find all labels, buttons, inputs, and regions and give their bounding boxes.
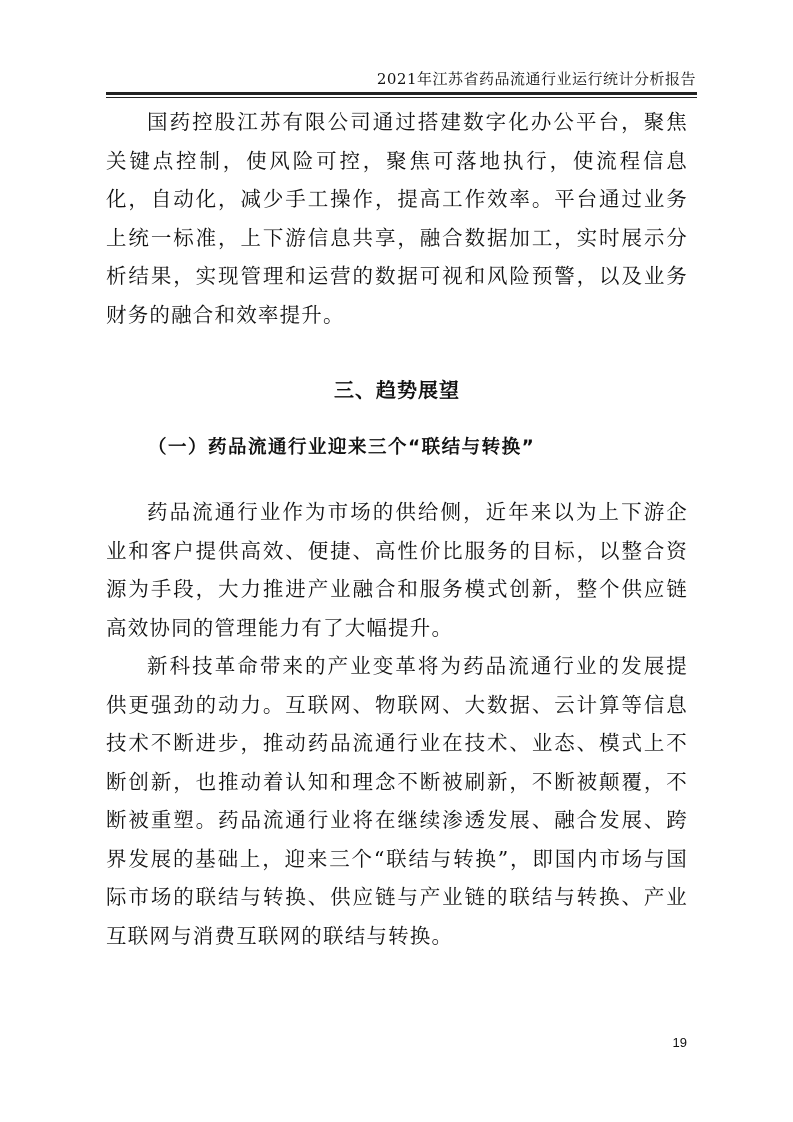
header-rule-thin bbox=[106, 97, 697, 98]
section-title: 三、趋势展望 bbox=[334, 378, 460, 402]
paragraph-digital-platform: 国药控股江苏有限公司通过搭建数字化办公平台，聚焦关键点控制，使风险可控，聚焦可落地执行，使流程信息化，自动化，减少手工操作，提高工作效率。平台通过业务上统一标准，上下游信息共享，融合数据加工，实时展示分析结果，实现管理和运营的数据可视和风险预警，以及业务财务的融合和效率提升。 bbox=[106, 110, 688, 327]
header-rule-thick bbox=[106, 92, 697, 95]
paragraph-supply-side: 药品流通行业作为市场的供给侧，近年来以为上下游企业和客户提供高效、便捷、高性价比服务的目标，以整合资源为手段，大力推进产业融合和服务模式创新，整个供应链高效协同的管理能力有了大幅提升。 bbox=[106, 500, 688, 640]
paragraph-tech-revolution: 新科技革命带来的产业变革将为药品流通行业的发展提供更强劲的动力。互联网、物联网、大数据、云计算等信息技术不断进步，推动药品流通行业在技术、业态、模式上不断创新，也推动着认知和理念不断被刷新，不断被颠覆，不断被重塑。药品流通行业将在继续渗透发展、融合发展、跨界发展的基础上，迎来三个“联结与转换”，即国内市场与国际市场的联结与转换、供应链与产业链的联结与转换、产业互联网与消费互联网的联结与转换。 bbox=[106, 654, 688, 948]
running-header-title: 2021年江苏省药品流通行业运行统计分析报告 bbox=[376, 70, 696, 88]
page-content bbox=[106, 103, 688, 955]
subsection-title: （一）药品流通行业迎来三个“联结与转换” bbox=[148, 437, 536, 458]
page-number: 19 bbox=[672, 1035, 687, 1050]
